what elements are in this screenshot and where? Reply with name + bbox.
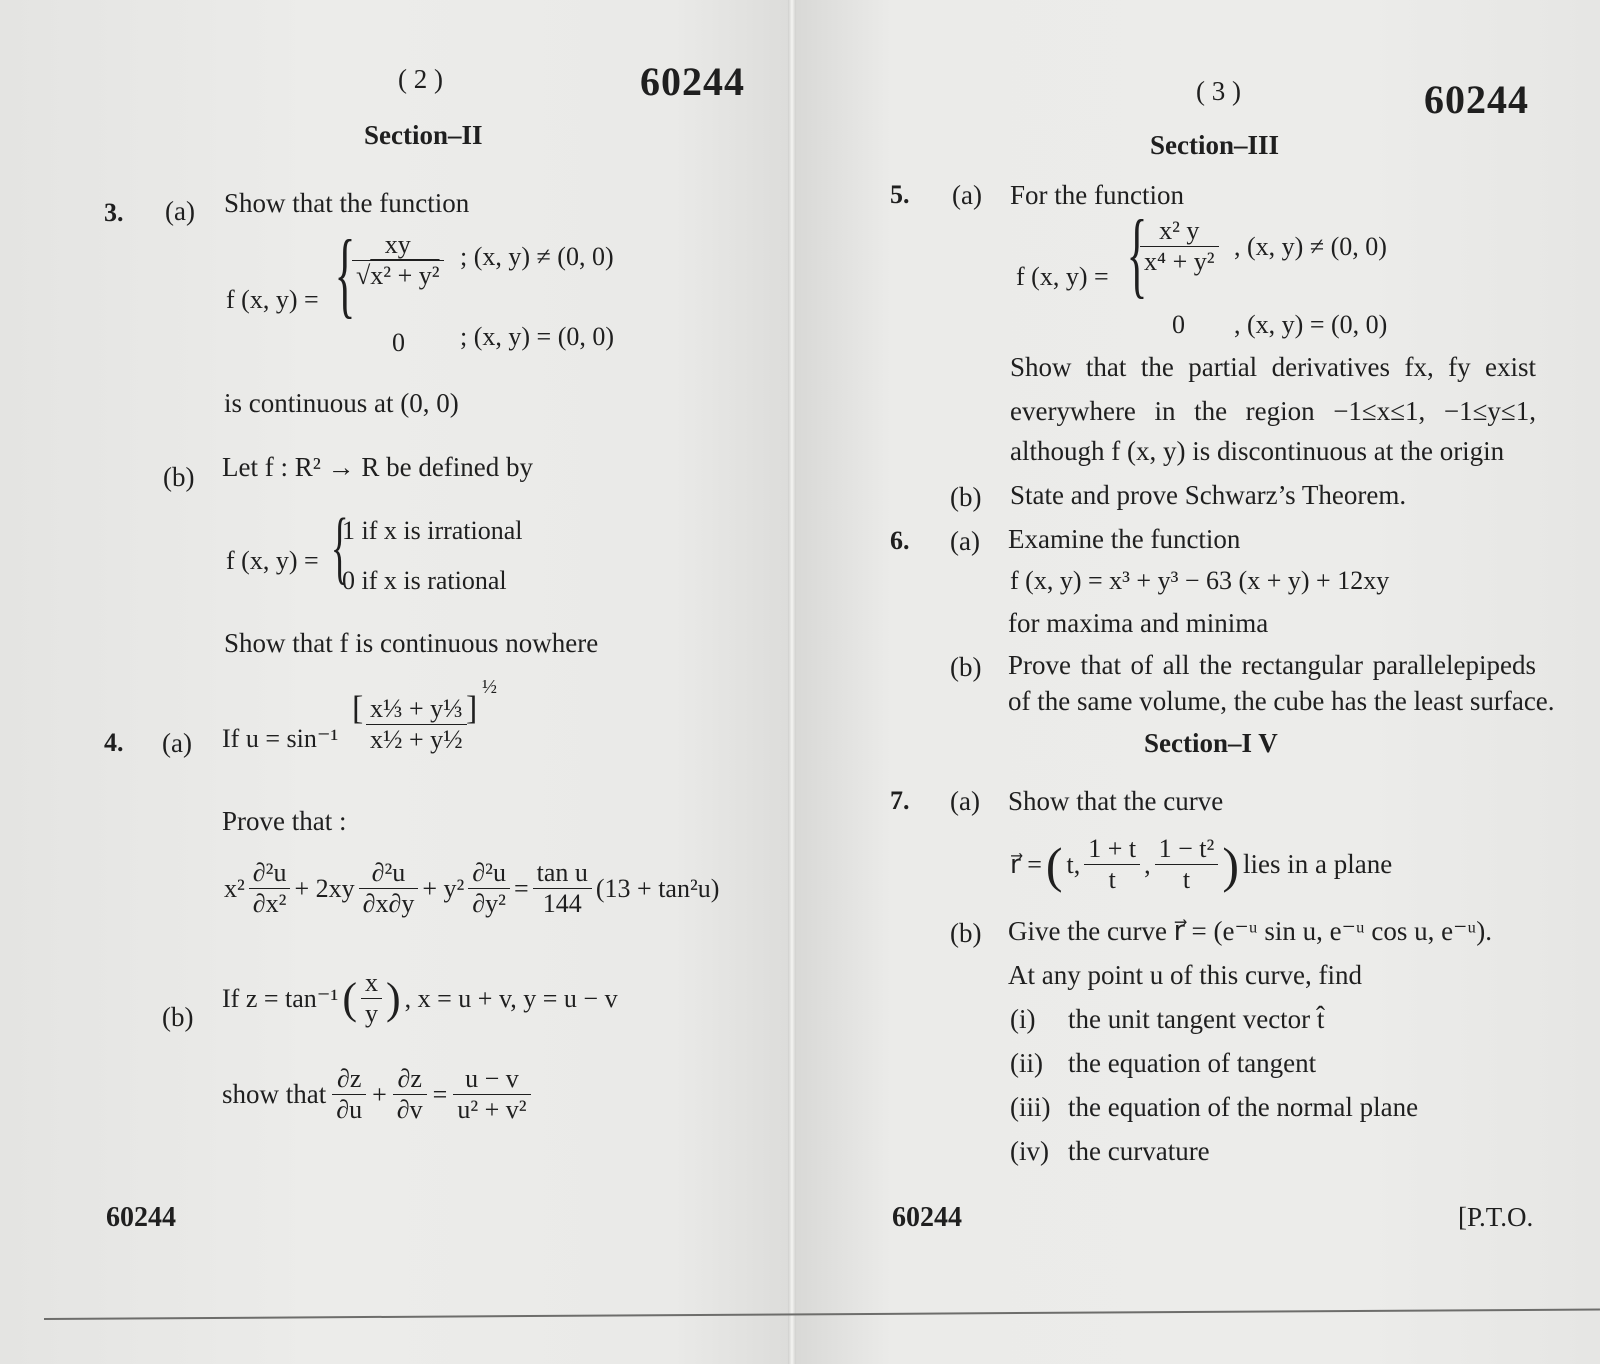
q4a-eq-frac1-num: ∂²u [249,858,291,889]
q3b-brace-icon: { [330,501,349,592]
q7b-item-1-label: (i) [1010,1004,1036,1034]
question-number-5: 5. [890,180,910,209]
q7b-item-2-text: the equation of tangent [1068,1048,1317,1078]
q6a-text: Examine the function [1008,524,1241,554]
q4b-show-equation [222,1064,531,1125]
q7a-text: Show that the curve [1008,786,1224,816]
q4b-f2-den: ∂v [396,1095,423,1124]
q7b-item-3-label: (iii) [1010,1092,1051,1122]
q4b-f1-num: ∂z [332,1064,366,1095]
q7a-left-paren: ( [1045,836,1063,893]
q5a-case1-condition: , (x, y) ≠ (0, 0) [1234,232,1387,261]
q5a-case2-condition: , (x, y) = (0, 0) [1234,310,1388,339]
q4a-fraction [366,694,467,755]
q4b-rest: , x = u + v, y = u − v [404,983,618,1013]
q4b-f2-num: ∂z [393,1064,427,1095]
q4b-right-paren: ) [385,974,401,1023]
q4a-eq-frac2-den: ∂x∂y [362,889,415,918]
page-number-right: ( 3 ) [1196,76,1241,106]
q4b-frac-num: x [361,968,382,999]
q4b-left-paren: ( [342,974,357,1023]
q3b-conclusion: Show that f is continuous nowhere [224,628,599,658]
q3a-case2-value: 0 [392,328,405,357]
q3a-conclusion: is continuous at (0, 0) [224,388,459,418]
question-number-7: 7. [890,786,910,815]
q7b-item-4-label: (iv) [1010,1136,1049,1166]
q4b-equals: = [432,1079,448,1109]
q4a-power: ½ [482,676,497,698]
q4b-frac-den: y [364,999,378,1028]
q4a-right-bracket: ] [466,690,478,727]
q4b-plus: + [372,1079,387,1109]
q4a-numerator: x⅓ + y⅓ [366,694,467,725]
q7b-item-4-text: the curvature [1068,1136,1210,1166]
q4a-label: (a) [162,728,192,758]
q7b-item-2-label: (ii) [1010,1048,1043,1078]
q4a-prove-label: Prove that : [222,806,347,836]
q5a-brace-icon: { [1126,200,1148,307]
question-number-6: 6. [890,526,910,555]
q6b-line1: Prove that of all the rectangular parallelepipeds [1008,650,1536,680]
q4b-f1-den: ∂u [336,1095,363,1124]
q5a-function-lhs: f (x, y) = [1016,262,1109,291]
q4a-eq-equals: = [513,873,529,903]
q6b-label: (b) [950,652,982,682]
q3a-case1-numerator: xy [352,230,444,261]
q7b-item-3-text: the equation of the normal plane [1068,1092,1419,1122]
q4a-eq-frac1-den: ∂x² [252,889,287,918]
q3a-brace-icon: { [334,220,356,327]
q4a-eq-term3: + y² [422,873,465,903]
q3b-case2: 0 if x is rational [342,566,507,595]
q5a-line2: everywhere in the region −1≤x≤1, −1≤y≤1, [1010,396,1536,426]
q4b-label: (b) [162,1002,194,1032]
q4a-eq-term2: + 2xy [294,873,355,903]
q4a-eq-term5: (13 + tan²u) [595,873,720,903]
q7a-f2-den: t [1182,865,1191,894]
q5a-line1: Show that the partial derivatives fx, fy exist [1010,352,1536,382]
q4a-left-bracket: [ [352,690,364,727]
q4a-eq-frac4-num: tan u [533,858,592,889]
q3a-function-lhs: f (x, y) = [226,285,319,314]
q7b-line2: At any point u of this curve, find [1008,960,1362,990]
q3b-text: Let f : R² → R be defined by [222,452,534,482]
q7a-f1-num: 1 + t [1084,834,1140,865]
q7a-curve [1010,834,1392,895]
q7a-f1-den: t [1108,865,1116,894]
q4a-eq-frac2-num: ∂²u [359,858,419,889]
q5b-text: State and prove Schwarz’s Theorem. [1010,480,1407,510]
q4a-eq-frac3-num: ∂²u [468,858,510,889]
q5a-label: (a) [952,180,982,210]
q6a-label: (a) [950,526,980,556]
q7a-label: (a) [950,786,980,816]
q5a-case1-denominator: x⁴ + y² [1144,247,1215,276]
pto-note: [P.T.O. [1458,1202,1534,1232]
q3a-case2-condition: ; (x, y) = (0, 0) [460,322,615,351]
q3a-case1-condition: ; (x, y) ≠ (0, 0) [460,242,614,271]
q6b-line2: of the same volume, the cube has the least surface. [1008,686,1555,716]
q6a-equation: f (x, y) = x³ + y³ − 63 (x + y) + 12xy [1010,566,1390,595]
q4b-statement [222,968,618,1029]
q3a-label: (a) [165,196,195,226]
paper-code-header-left: 60244 [640,59,745,104]
footer-code-right: 60244 [892,1202,962,1233]
q5a-case1-numerator: x² y [1140,216,1219,247]
q3a-case1-fraction [352,230,444,291]
q7a-right-paren: ) [1222,836,1239,893]
section-heading-3: Section–III [1150,130,1280,160]
question-number-3: 3. [104,198,124,227]
page-number-left: ( 2 ) [398,64,443,94]
footer-code-left: 60244 [106,1202,176,1233]
q4a-lhs: If u = sin⁻¹ [222,724,339,753]
q3b-function-lhs: f (x, y) = [226,546,319,575]
q7b-item-1-text: the unit tangent vector t̂ [1068,1004,1325,1034]
book-spine [788,0,796,1364]
q7a-r: r⃗ = [1010,849,1042,879]
paper-code-header-right: 60244 [1424,77,1529,122]
q3b-label: (b) [163,462,195,492]
q5a-case2-value: 0 [1172,310,1185,339]
q7a-f2-num: 1 − t² [1155,834,1219,865]
q7a-comma: , [1144,849,1151,879]
q5b-label: (b) [950,482,982,512]
q7a-t: t, [1066,849,1081,879]
q5a-line3: although f (x, y) is discontinuous at the origin [1010,436,1505,466]
q3a-text: Show that the function [224,188,470,218]
q4b-f3-num: u − v [453,1064,530,1095]
q4a-eq-frac3-den: ∂y² [472,889,506,918]
q4b-lhs: If z = tan⁻¹ [222,983,339,1013]
q4a-denominator: x½ + y½ [370,725,463,754]
q4a-eq-term1: x² [224,873,245,903]
q5a-case1-fraction [1140,216,1219,277]
q7b-label: (b) [950,918,982,948]
q3b-case1: 1 if x is irrational [342,516,523,545]
q7b-line1: Give the curve r⃗ = (e⁻ᵘ sin u, e⁻ᵘ cos u, e⁻ᵘ). [1008,916,1492,946]
q6a-tail: for maxima and minima [1008,608,1269,638]
q4a-eq-frac4-den: 144 [542,889,582,918]
section-heading-4: Section–I V [1144,728,1278,758]
q5a-text: For the function [1010,180,1184,210]
section-heading-2: Section–II [364,120,483,150]
q4a-equation [224,858,719,919]
q7a-tail: lies in a plane [1242,849,1393,879]
question-number-4: 4. [104,728,124,757]
q4b-f3-den: u² + v² [457,1095,527,1124]
q4b-show-label: show that [222,1079,327,1109]
q3a-case1-denominator: √x² + y² [356,261,440,290]
